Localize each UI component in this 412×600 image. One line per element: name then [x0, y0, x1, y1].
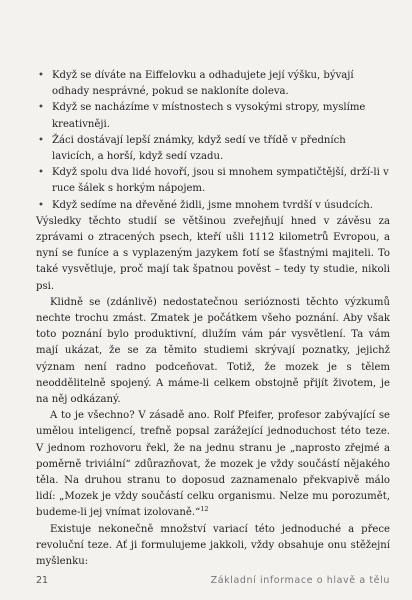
- footnote-reference: 12: [200, 505, 209, 514]
- bullet-icon: •: [38, 102, 44, 114]
- bullet-text: Když se díváte na Eiffelovku a odhadujete její výšku, bývají odhady nesprávné, pokud se nakloníte doleva.: [52, 70, 354, 98]
- bullet-icon: •: [38, 167, 44, 179]
- list-item: [36, 100, 390, 132]
- bullet-icon: •: [38, 134, 44, 146]
- list-item: [36, 165, 390, 197]
- bullet-text: Když spolu dva lidé hovoří, jsou si mnohem sympatičtější, drží-li v ruce šálek s horkým nápojem.: [52, 167, 389, 195]
- page-content: [36, 68, 390, 570]
- bullet-list: [36, 68, 390, 214]
- list-item: [36, 68, 390, 100]
- running-title: Základní informace o hlavě a tělu: [210, 575, 390, 586]
- body-paragraph: Výsledky těchto studií se většinou zveřejňují hned v závěsu za zprávami o ztracených psech, kteří ušli 1112 kilometrů Evropou, a nyní se funíce a s vyplazeným jazykem fotí se šťastnými majiteli. To také vysvětluje, proč mají tak špatnou pověst – tedy ty studie, nikoli psi.: [36, 215, 390, 292]
- paragraph-text: A to je všechno? V zásadě ano. Rolf Pfeifer, profesor zabývající se umělou inteligencí, trefně popsal zarážející jednoduchost této teze. V jednom rozhovoru řekl, že na jednu stranu je „naprosto zřejmé a poměrně triviální“ zdůrazňovat, že mozek je vždy součástí nějakého těla. Na druhou stranu to doposud zaznamenalo překvapivě málo lidí: „Mozek je vždy součástí celku organismu. Nelze mu porozumět, budeme-li jej vnímat izolovaně.“: [36, 410, 390, 519]
- body-paragraph: Existuje nekonečně množství variací této jednoduché a přece revoluční teze. Ať ji formulujeme jakkoli, vždy obsahuje onu stěžejní myšlenku:: [36, 523, 390, 568]
- bullet-icon: •: [38, 199, 44, 211]
- body-paragraph: [36, 408, 390, 521]
- bullet-text: Když sedíme na dřevěné židli, jsme mnohem tvrdší v úsudcích.: [52, 199, 373, 211]
- list-item: [36, 133, 390, 165]
- page-footer: [36, 575, 390, 589]
- bullet-icon: •: [38, 70, 44, 81]
- bullet-text: Když se nacházíme v místnostech s vysokými stropy, myslíme kreativněji.: [52, 102, 366, 130]
- bullet-text: Žáci dostávají lepší známky, když sedí ve třídě v předních lavicích, a horší, když sedí vzadu.: [52, 134, 346, 163]
- body-paragraph: Klidně se (zdánlivě) nedostatečnou serióznosti těchto výzkumů nechte trochu zmást. Zmatek je počátkem všeho poznání. Aby však toto poznání bylo produktivní, dlužím vám pár vysvětlení. Ta vám mají ukázat, že se za těmito studiemi skrývají poznatky, jejichž význam není radno podceňovat. Totiž, že mozek je s tělem neoddělitelně spojený. A máme-li celkem obstojně přijít životem, je na něj odkázaný.: [36, 296, 390, 406]
- list-item: [36, 198, 390, 214]
- page-number: 21: [36, 575, 49, 586]
